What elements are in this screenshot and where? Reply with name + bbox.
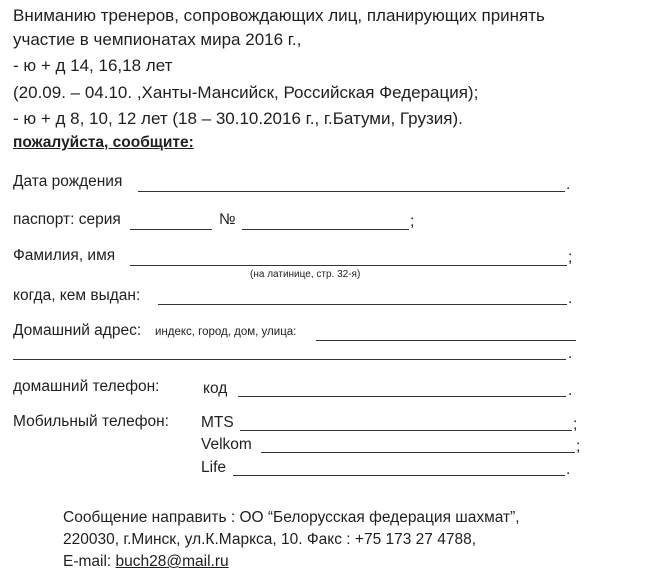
home-phone-field[interactable] [238,396,566,397]
issued-label: когда, кем выдан: [13,287,141,304]
birth-date-end: . [566,176,571,193]
please-heading: пожалуйста, сообщите: [13,134,194,151]
mobile-op-mts-label: MTS [201,414,234,431]
issued-field[interactable] [158,304,567,305]
mobile-op-velkom-label: Velkom [201,436,252,453]
name-end: ; [568,249,573,266]
address-field-1[interactable] [316,340,576,341]
mobile-mts-field[interactable] [240,430,572,431]
mobile-phone-label: Мобильный телефон: [13,413,169,430]
intro-line-3: - ю + д 14, 16,18 лет [13,56,173,75]
intro-line-2: участие в чемпионатах мира 2016 г., [13,30,302,49]
intro-line-4: (20.09. – 04.10. ,Ханты-Мансийск, Российская Федерация); [13,83,479,102]
email-link[interactable]: buch28@mail.ru [115,553,229,570]
address-hint: индекс, город, дом, улица: [155,326,297,338]
footer-line-1: Сообщение направить : ОО “Белорусская федерация шахмат”, [63,509,520,526]
intro-line-5: - ю + д 8, 10, 12 лет (18 – 30.10.2016 г., г.Батуми, Грузия). [13,109,463,128]
home-phone-label: домашний телефон: [13,378,160,395]
address-field-2[interactable] [13,359,566,360]
mobile-velkom-field[interactable] [261,452,575,453]
footer-email-row [63,553,229,571]
passport-number-label: № [219,211,236,228]
issued-end: . [568,290,573,307]
name-label: Фамилия, имя [13,247,116,264]
address-label: Домашний адрес: [13,322,142,339]
mobile-mts-end: ; [573,416,578,433]
intro-line-1: Вниманию тренеров, сопровождающих лиц, планирующих принять [13,6,545,25]
address-end: . [568,345,573,362]
passport-series-label: паспорт: серия [13,211,121,228]
home-phone-end: . [568,382,573,399]
passport-number-field[interactable] [242,229,409,230]
mobile-life-end: . [566,461,571,478]
birth-date-field[interactable] [138,191,565,192]
email-label: E-mail: [63,553,112,570]
passport-end: ; [410,213,415,230]
birth-date-label: Дата рождения [13,173,123,190]
footer-line-2: 220030, г.Минск, ул.К.Маркса, 10. Факс : +75 173 27 4788, [63,531,477,548]
name-hint: (на латинице, стр. 32-я) [250,269,361,280]
name-field[interactable] [130,265,567,266]
mobile-life-field[interactable] [233,475,565,476]
home-phone-code-label: код [203,380,228,397]
mobile-velkom-end: ; [576,438,581,455]
mobile-op-life-label: Life [201,459,226,476]
passport-series-field[interactable] [130,229,212,230]
